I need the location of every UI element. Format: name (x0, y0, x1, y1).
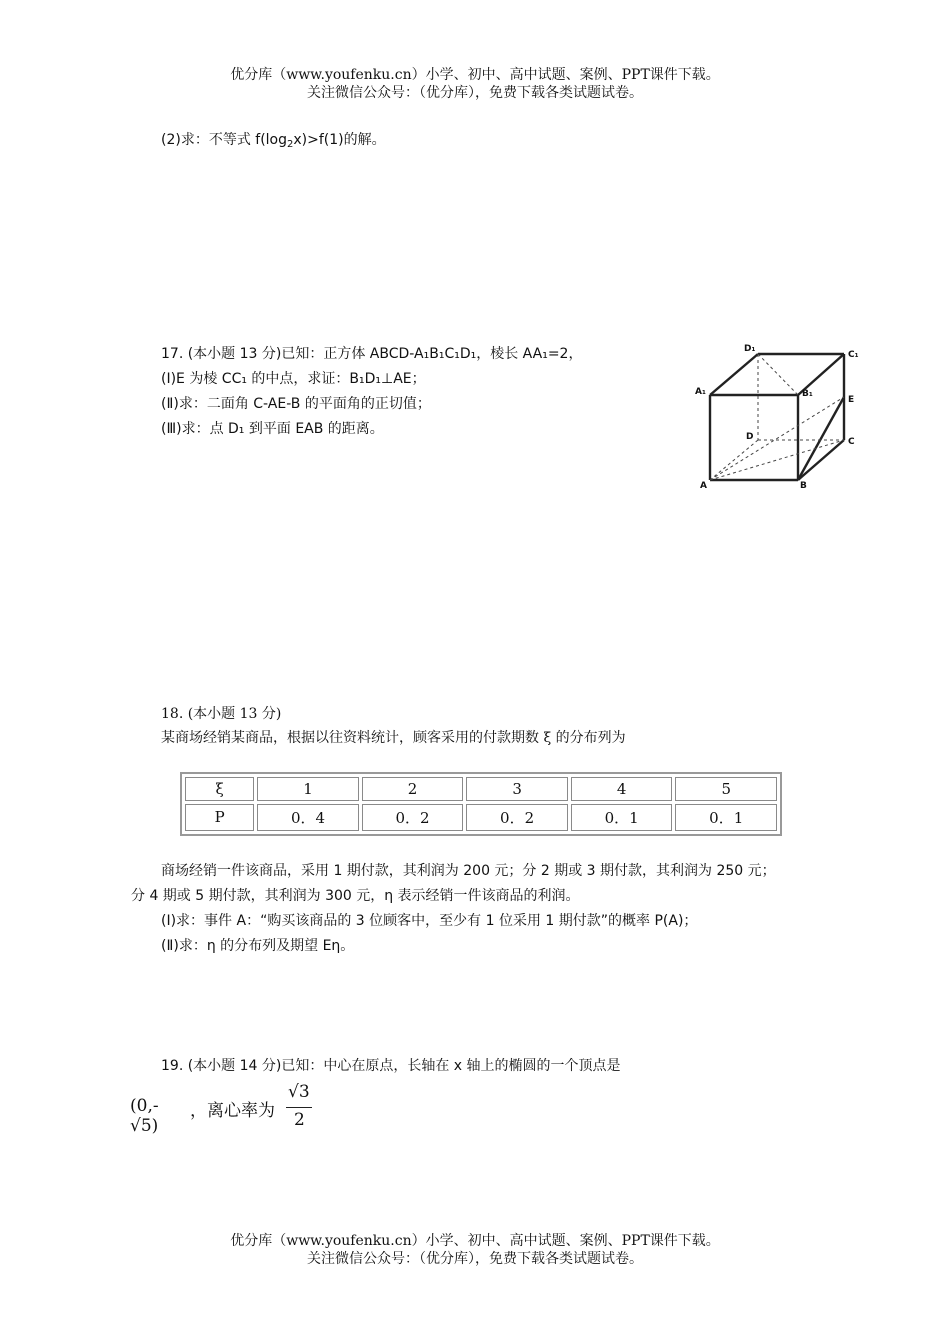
header-line-1: 优分库（www.youfenku.cn）小学、初中、高中试题、案例、PPT课件下载。 (230, 67, 720, 83)
footer-line-2: 关注微信公众号：（优分库），免费下载各类试题试卷。 (307, 1251, 643, 1267)
table-cell: 0．1 (571, 804, 673, 831)
eccentricity-numerator: √3 (288, 1082, 310, 1102)
footer-line-1: 优分库（www.youfenku.cn）小学、初中、高中试题、案例、PPT课件下载。 (230, 1233, 720, 1249)
header-line-2: 关注微信公众号：（优分库），免费下载各类试题试卷。 (307, 85, 643, 101)
table-cell: 0．1 (675, 804, 777, 831)
cube-diagram (690, 340, 870, 495)
q17-part2: (Ⅱ)求：二面角 C-AE-B 的平面角的正切值； (161, 396, 431, 412)
q17-part3: (Ⅲ)求：点 D₁ 到平面 EAB 的距离。 (161, 421, 384, 437)
label-B1: B₁ (802, 389, 813, 399)
table-cell: 0．4 (257, 804, 359, 831)
table-cell: 5 (675, 777, 777, 801)
table-cell: ξ (185, 777, 254, 801)
q18-part1: (Ⅰ)求：事件 A：“购买该商品的 3 位顾客中，至少有 1 位采用 1 期付款”的概率 P(A)； (161, 913, 698, 929)
label-E: E (848, 395, 855, 405)
table-cell: 1 (257, 777, 359, 801)
table-row (185, 804, 777, 831)
label-D1: D₁ (744, 344, 756, 354)
table-cell: 2 (362, 777, 464, 801)
fraction-bar (286, 1107, 312, 1108)
table-cell: 4 (571, 777, 673, 801)
q19-title: 19. (本小题 14 分)已知：中心在原点，长轴在 x 轴上的椭圆的一个顶点是 (161, 1058, 621, 1074)
table-row (185, 777, 777, 801)
label-B: B (800, 481, 807, 491)
q18-intro: 某商场经销某商品，根据以往资料统计，顾客采用的付款期数 ξ 的分布列为 (161, 730, 626, 746)
q17-part1: (Ⅰ)E 为棱 CC₁ 的中点，求证：B₁D₁⊥AE； (161, 371, 426, 387)
q18-part2: (Ⅱ)求：η 的分布列及期望 Eη。 (161, 938, 355, 954)
label-D: D (746, 432, 754, 442)
q16-part2: (2)求：不等式 $f(\log_2x)>f(1)$的解。 (161, 132, 386, 150)
table-cell: P (185, 804, 254, 831)
table-cell: 3 (466, 777, 568, 801)
q18-title: 18. (本小题 13 分) (161, 706, 282, 722)
page-footer (0, 1232, 950, 1268)
label-C1: C₁ (848, 350, 859, 360)
eccentricity-denominator: 2 (294, 1110, 305, 1130)
label-C: C (848, 437, 855, 447)
label-A: A (700, 481, 707, 491)
table-cell: 0．2 (466, 804, 568, 831)
eccentricity-label: ，离心率为 (190, 1101, 275, 1121)
label-A1: A₁ (695, 387, 706, 397)
distribution-table (180, 772, 782, 836)
q17-title: 17. (本小题 13 分)已知：正方体 ABCD-A₁B₁C₁D₁，棱长 AA₁=2， (161, 346, 583, 362)
table-cell: 0．2 (362, 804, 464, 831)
vertex-coordinates: (0,-√5) (130, 1096, 159, 1136)
page-header-top (0, 66, 950, 102)
q18-body-line1: 商场经销一件该商品，采用 1 期付款，其利润为 200 元；分 2 期或 3 期付款，其利润为 250 元； (161, 863, 776, 879)
q18-body-line2: 分 4 期或 5 期付款，其利润为 300 元，η 表示经销一件该商品的利润。 (131, 888, 580, 904)
